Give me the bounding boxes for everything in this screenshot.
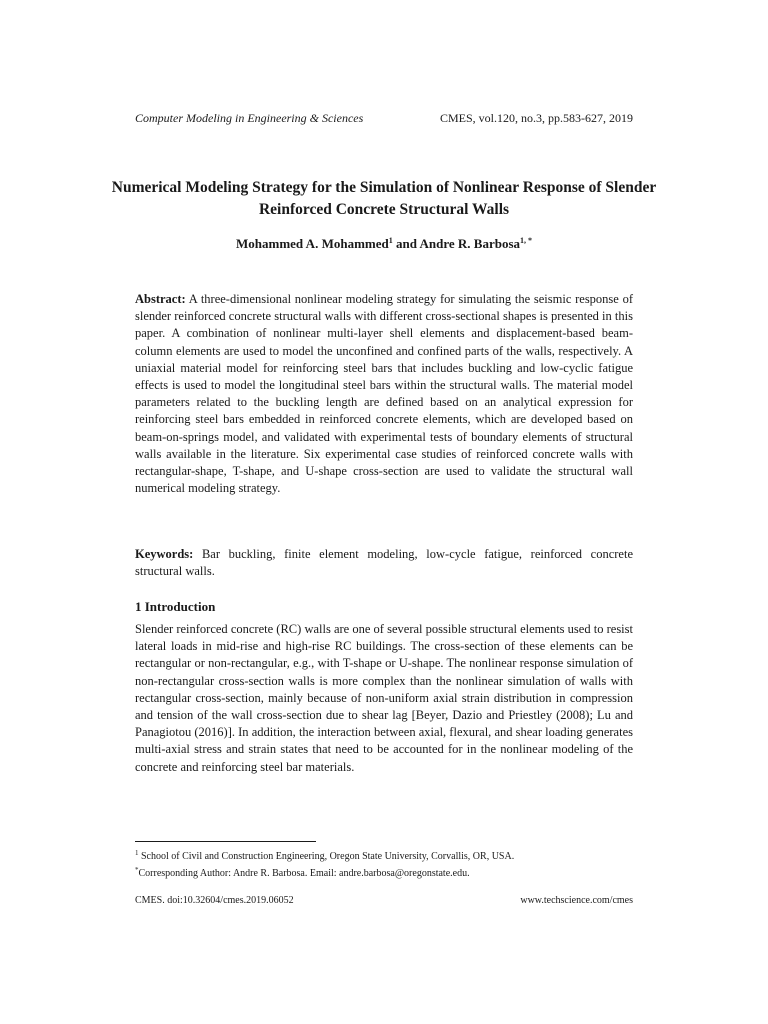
footnote-divider [135,841,316,842]
abstract-label: Abstract: [135,292,186,306]
footnote-corresponding-author [135,866,633,879]
keywords-label: Keywords: [135,547,194,561]
keywords-text: Bar buckling, finite element modeling, low-cycle fatigue, reinforced concrete structural walls. [135,547,633,579]
footer-url: www.techscience.com/cmes [520,895,633,906]
author-1: Mohammed A. Mohammed [235,236,389,251]
section-heading: 1 Introduction [135,599,216,614]
author-conjunction: and [392,236,420,251]
running-head [135,111,633,126]
page-footer [135,895,633,906]
journal-citation: CMES, vol.120, no.3, pp.583-627, 2019 [439,111,633,125]
journal-name: Computer Modeling in Engineering & Sciences [135,111,364,125]
introduction-paragraph: Slender reinforced concrete (RC) walls are one of several possible structural elements used to resist lateral loads in mid-rise and high-rise RC buildings. The cross-section of these elements can be rectangular or non-rectangular, e.g., with T-shape or U-shape. The nonlinear response simulation of non-rectangular cross-section walls is more complex than the nonlinear simulation of walls with rectangular cross-section, mainly because of non-uniform axial strain distribution in compression and tension of the wall cross-section due to shear lag [Beyer, Dazio and Priestley (2008); Lu and Panagiotou (2016)]. In addition, the interaction between axial, flexural, and shear loading generates multi-axial stress and strain states that need to be accounted for in the nonlinear modeling of the concrete and reinforcing steel bar materials. [135,622,633,774]
abstract [135,291,633,497]
author-1-affiliation: 1 [388,236,393,245]
keywords [135,546,633,580]
footnote-1-text: School of Civil and Construction Engineering, Oregon State University, Corvallis, OR, USA. [138,851,515,862]
footnote-2-marker: * [135,866,139,874]
author-2: Andre R. Barbosa [419,236,521,251]
author-2-affiliation: 1, * [520,236,533,245]
footnote-2-text: Corresponding Author: Andre R. Barbosa. Email: andre.barbosa@oregonstate.edu. [138,868,470,879]
author-list [110,236,658,252]
footnote-affiliation [135,849,633,862]
footer-doi: CMES. doi:10.32604/cmes.2019.06052 [135,895,294,906]
abstract-text: A three-dimensional nonlinear modeling strategy for simulating the seismic response of slender reinforced concrete structural walls with different cross-sectional shapes is presented in this paper. A combination of nonlinear multi-layer shell elements and displacement-based beam-column elements are used to model the unconfined and confined parts of the walls, respectively. A uniaxial material model for reinforcing steel bars that includes buckling and low-cyclic fatigue effects is used to model the longitudinal steel bars within the structural walls. The material model parameters related to the buckling length are defined based on an analytical expression for reinforcing steel bars embedded in reinforced concrete elements, which are developed based on beam-on-springs model, and validated with experimental tests of boundary elements of structural walls available in the literature. Six experimental case studies of reinforced concrete walls with rectangular-shape, T-shape, and U-shape cross-section are used to validate the structural wall numerical modeling strategy. [135,292,633,496]
footnote-1-marker: 1 [135,849,139,857]
paper-title: Numerical Modeling Strategy for the Simulation of Nonlinear Response of Slender Reinforced Concrete Structural Walls [111,179,657,218]
